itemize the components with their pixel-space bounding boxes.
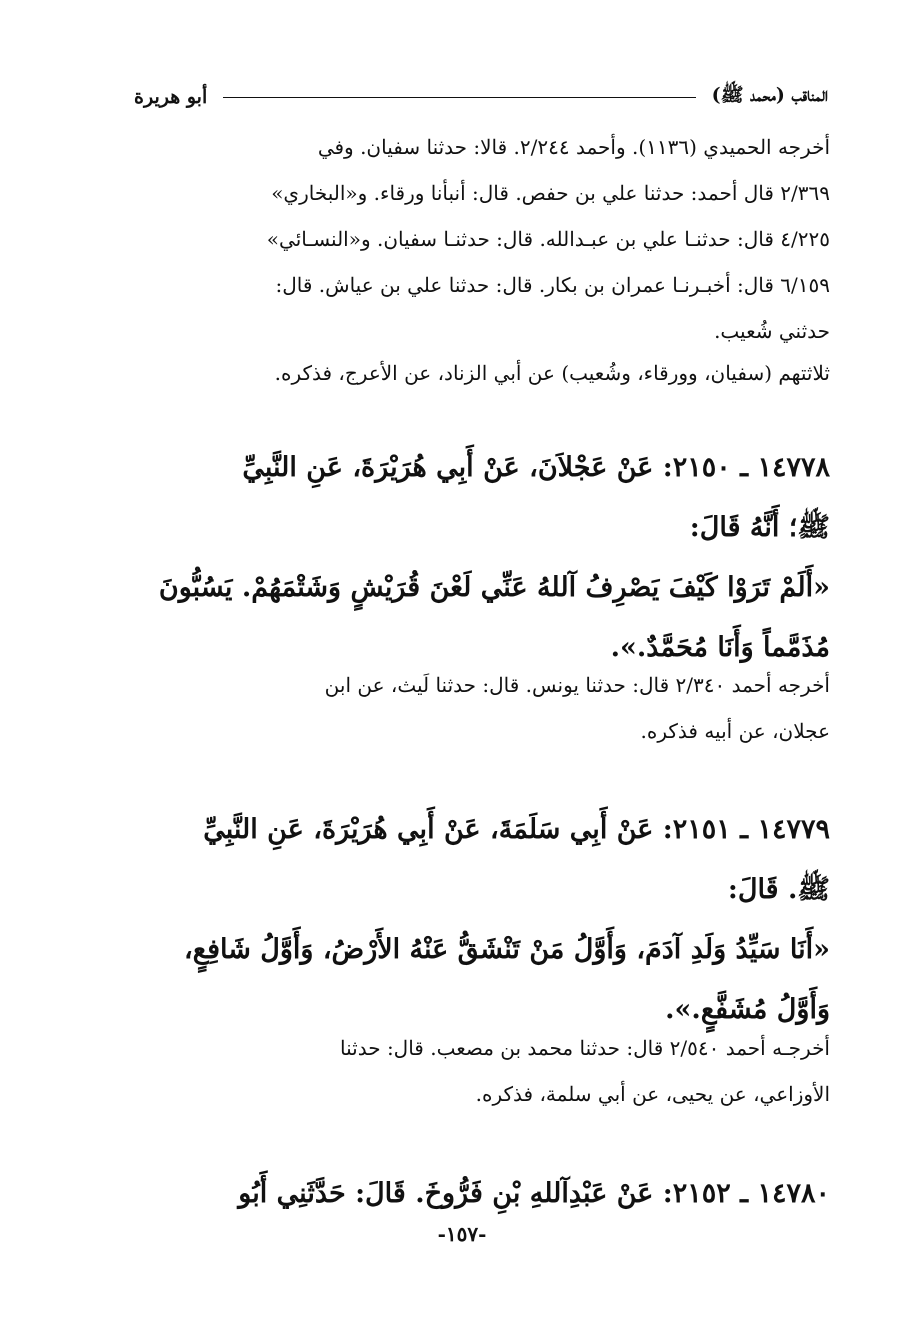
reference-paragraph bbox=[128, 1025, 830, 1117]
hadith-line: وَأَوَّلُ مُشَفَّعٍ.». bbox=[665, 994, 830, 1025]
text-line: الأوزاعي، عن يحيى، عن أبي سلمة، فذكره. bbox=[475, 1082, 830, 1106]
hadith-text bbox=[128, 1164, 830, 1224]
hadith-line: «أَنَا سَيِّدُ وَلَدِ آدَمَ، وَأَوَّلُ مَنْ تَنْشَقُّ عَنْهُ الأَرْضُ، وَأَوَّلُ شَافِعٍ، bbox=[184, 934, 830, 965]
hadith-line: ١٤٧٧٩ ـ ٢١٥١: عَنْ أَبِي سَلَمَةَ، عَنْ أَبِي هُرَيْرَةَ، عَنِ النَّبِيِّ bbox=[203, 814, 830, 845]
hadith-line: مُذَمَّماً وَأَنَا مُحَمَّدٌ.». bbox=[610, 632, 830, 663]
header-section-title: أبو هريرة bbox=[134, 86, 208, 108]
running-header bbox=[134, 82, 828, 112]
text-line: حدثني شُعيب. bbox=[714, 319, 830, 343]
header-rule bbox=[223, 97, 695, 98]
page-number: -١٥٧- bbox=[437, 1222, 487, 1246]
text-line: ٢/٣٦٩ قال أحمد: حدثنا علي بن حفص. قال: أنبأنا ورقاء. و«البخاري» bbox=[271, 181, 830, 205]
reference-paragraph bbox=[128, 662, 830, 754]
text-line: أخرجـه أحمد ٢/٥٤٠ قال: حدثنا محمد بن مصعب. قال: حدثنا bbox=[340, 1036, 830, 1060]
hadith-line: ١٤٧٧٨ ـ ٢١٥٠: عَنْ عَجْلاَنَ، عَنْ أَبِي هُرَيْرَةَ، عَنِ النَّبِيِّ bbox=[242, 452, 830, 483]
header-chapter-title: المناقب (محمد ﷺ) bbox=[711, 84, 828, 106]
text-line: ٤/٢٢٥ قال: حدثنـا علي بن عبـدالله. قال: حدثنـا سفيان. و«النسـائي» bbox=[266, 227, 830, 251]
hadith-text bbox=[128, 438, 830, 678]
text-line: عجلان، عن أبيه فذكره. bbox=[640, 719, 830, 743]
reference-paragraph bbox=[128, 124, 830, 396]
hadith-line: ١٤٧٨٠ ـ ٢١٥٢: عَنْ عَبْدِآللهِ بْنِ فَرُّوخَ. قَالَ: حَدَّثَنِي أَبُو bbox=[238, 1178, 830, 1209]
text-line: ثلاثتهم (سفيان، وورقاء، وشُعيب) عن أبي الزناد، عن الأعرج، فذكره. bbox=[274, 361, 830, 385]
hadith-line: «أَلَمْ تَرَوْا كَيْفَ يَصْرِفُ آللهُ عَنِّي لَعْنَ قُرَيْشٍ وَشَتْمَهُمْ. يَسُبُّونَ bbox=[158, 572, 830, 603]
hadith-text bbox=[128, 800, 830, 1040]
text-line: ٦/١٥٩ قال: أخبـرنـا عمران بن بكار. قال: حدثنا علي بن عياش. قال: bbox=[275, 273, 830, 297]
text-line: أخرجه أحمد ٢/٣٤٠ قال: حدثنا يونس. قال: حدثنا لَيث، عن ابن bbox=[324, 673, 830, 697]
hadith-line: ﷺ؛ أَنَّهُ قَالَ: bbox=[689, 512, 830, 543]
text-line: أخرجه الحميدي (١١٣٦). وأحمد ٢/٢٤٤. قالا: حدثنا سفيان. وفي bbox=[317, 135, 830, 159]
hadith-line: ﷺ. قَالَ: bbox=[727, 874, 830, 905]
